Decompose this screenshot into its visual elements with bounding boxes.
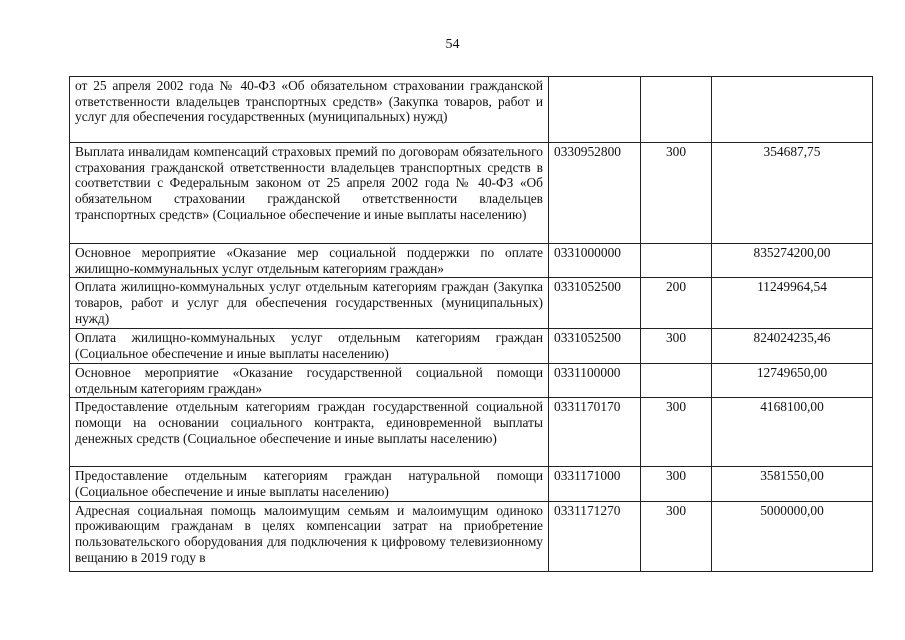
row-amount: 12749650,00 bbox=[712, 363, 873, 397]
page-number: 54 bbox=[445, 37, 460, 52]
row-name: Оплата жилищно-коммунальных услуг отдельным категориям граждан (Закупка товаров, работ и услуг для обеспечения государственных (муниципальных) нужд) bbox=[70, 278, 549, 329]
row-code: 0331171000 bbox=[549, 467, 641, 501]
row-amount: 824024235,46 bbox=[712, 329, 873, 363]
table-row bbox=[70, 501, 873, 571]
row-expense-type bbox=[641, 244, 712, 278]
row-expense-type: 200 bbox=[641, 278, 712, 329]
row-name: Предоставление отдельным категориям граждан государственной социальной помощи на основании социального контракта, единовременной выплаты денежных средств (Социальное обеспечение и иные выплаты населению) bbox=[70, 398, 549, 467]
row-amount: 354687,75 bbox=[712, 143, 873, 244]
row-amount: 11249964,54 bbox=[712, 278, 873, 329]
row-name: от 25 апреля 2002 года № 40-ФЗ «Об обязательном страховании гражданской ответственности владельцев транспортных средств» (Закупка товаров, работ и услуг для обеспечения государственных (муниципальных) нужд) bbox=[70, 77, 549, 143]
row-expense-type: 300 bbox=[641, 398, 712, 467]
table-row bbox=[70, 363, 873, 397]
table-row bbox=[70, 398, 873, 467]
row-code: 0331052500 bbox=[549, 329, 641, 363]
table-row bbox=[70, 278, 873, 329]
row-amount bbox=[712, 77, 873, 143]
row-expense-type: 300 bbox=[641, 329, 712, 363]
row-code: 0331052500 bbox=[549, 278, 641, 329]
table-row bbox=[70, 77, 873, 143]
row-amount: 3581550,00 bbox=[712, 467, 873, 501]
row-name: Основное мероприятие «Оказание государственной социальной помощи отдельным категориям граждан» bbox=[70, 363, 549, 397]
row-expense-type: 300 bbox=[641, 467, 712, 501]
table-row bbox=[70, 143, 873, 244]
row-name: Адресная социальная помощь малоимущим семьям и малоимущим одиноко проживающим гражданам в целях компенсации затрат на приобретение пользовательского оборудования для подключения к цифровому телевизионному вещанию в 2019 году в bbox=[70, 501, 549, 571]
row-name: Выплата инвалидам компенсаций страховых премий по договорам обязательного страхования гражданской ответственности владельцев транспортных средств в соответствии с Федеральным законом от 25 апреля 2002 года № 40-ФЗ «Об обязательном страховании гражданской ответственности владельцев транспортных средств» (Социальное обеспечение и иные выплаты населению) bbox=[70, 143, 549, 244]
row-name: Оплата жилищно-коммунальных услуг отдельным категориям граждан (Социальное обеспечение и иные выплаты населению) bbox=[70, 329, 549, 363]
row-code: 0331000000 bbox=[549, 244, 641, 278]
row-code: 0331100000 bbox=[549, 363, 641, 397]
row-amount: 5000000,00 bbox=[712, 501, 873, 571]
row-expense-type: 300 bbox=[641, 501, 712, 571]
table-row bbox=[70, 244, 873, 278]
row-code: 0331171270 bbox=[549, 501, 641, 571]
row-code: 0330952800 bbox=[549, 143, 641, 244]
row-name: Основное мероприятие «Оказание мер социальной поддержки по оплате жилищно-коммунальных услуг отдельным категориям граждан» bbox=[70, 244, 549, 278]
row-name: Предоставление отдельным категориям граждан натуральной помощи (Социальное обеспечение и иные выплаты населению) bbox=[70, 467, 549, 501]
row-code: 0331170170 bbox=[549, 398, 641, 467]
row-amount: 835274200,00 bbox=[712, 244, 873, 278]
budget-table bbox=[69, 76, 873, 572]
row-expense-type: 300 bbox=[641, 143, 712, 244]
row-code bbox=[549, 77, 641, 143]
row-expense-type bbox=[641, 77, 712, 143]
row-amount: 4168100,00 bbox=[712, 398, 873, 467]
row-expense-type bbox=[641, 363, 712, 397]
table-row bbox=[70, 329, 873, 363]
table-row bbox=[70, 467, 873, 501]
